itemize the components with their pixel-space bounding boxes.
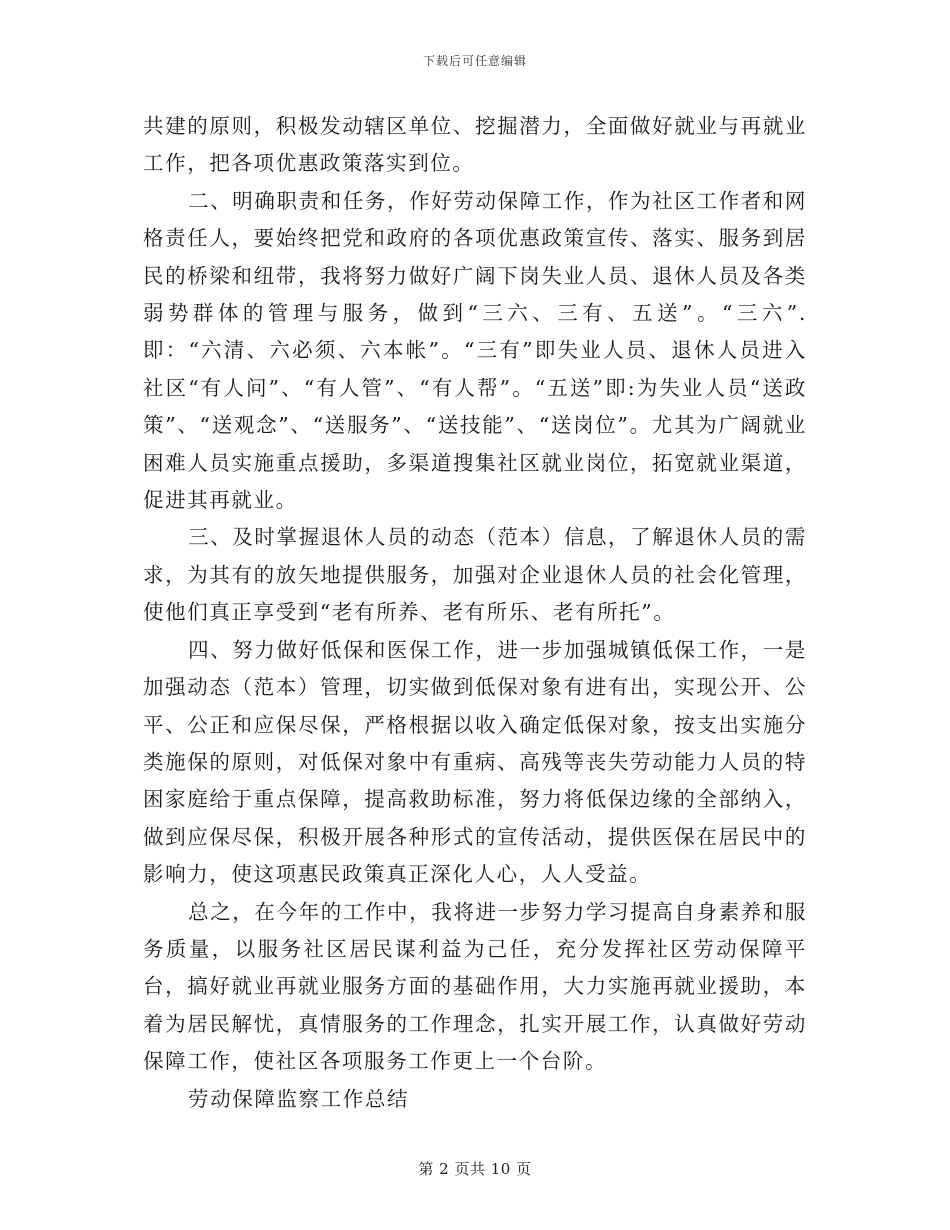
paragraph-retirees: 三、及时掌握退休人员的动态（范本）信息，了解退休人员的需求，为其有的放矢地提供服务，加强对企业退休人员的社会化管理，使他们真正享受到“老有所养、老有所乐、老有所托”。 — [143, 525, 807, 625]
page-header: 下载后可任意编辑 — [422, 54, 527, 68]
page-number: 第 2 页共 10 页 — [418, 1160, 532, 1178]
document-body — [143, 108, 807, 1118]
paragraph-continuation: 共建的原则，积极发动辖区单位、挖掘潜力，全面做好就业与再就业工作，把各项优惠政策落实到位。 — [143, 114, 807, 176]
section-title: 劳动保障监察工作总结 — [188, 1086, 410, 1111]
paragraph-responsibilities: 二、明确职责和任务，作好劳动保障工作，作为社区工作者和网格责任人，要始终把党和政府的各项优惠政策宣传、落实、服务到居民的桥梁和纽带，我将努力做好广阔下岗失业人员、退休人员及各类弱势群体的管理与服务，做到“三六、三有、五送”。“三六”.即：“六清、六必须、六本帐”。“三有”即失业人员、退休人员进入社区“有人问”、“有人管”、“有人帮”。“五送”即:为失业人员“送政策”、“送观念”、“送服务”、“送技能”、“送岗位”。尤其为广阔就业困难人员实施重点援助，多渠道搜集社区就业岗位，拓宽就业渠道，促进其再就业。 — [143, 188, 807, 513]
paragraph-conclusion: 总之，在今年的工作中，我将进一步努力学习提高自身素养和服务质量，以服务社区居民谋利益为己任，充分发挥社区劳动保障平台，搞好就业再就业服务方面的基础作用，大力实施再就业援助，本着为居民解忧，真情服务的工作理念，扎实开展工作，认真做好劳动保障工作，使社区各项服务工作更上一个台阶。 — [143, 899, 807, 1074]
paragraph-social-security: 四、努力做好低保和医保工作，进一步加强城镇低保工作，一是加强动态（范本）管理，切实做到低保对象有进有出，实现公开、公平、公正和应保尽保，严格根据以收入确定低保对象，按支出实施分类施保的原则，对低保对象中有重病、高残等丧失劳动能力人员的特困家庭给于重点保障，提高救助标准，努力将低保边缘的全部纳入，做到应保尽保，积极开展各种形式的宣传活动，提供医保在居民中的影响力，使这项惠民政策真正深化人心，人人受益。 — [143, 637, 807, 887]
